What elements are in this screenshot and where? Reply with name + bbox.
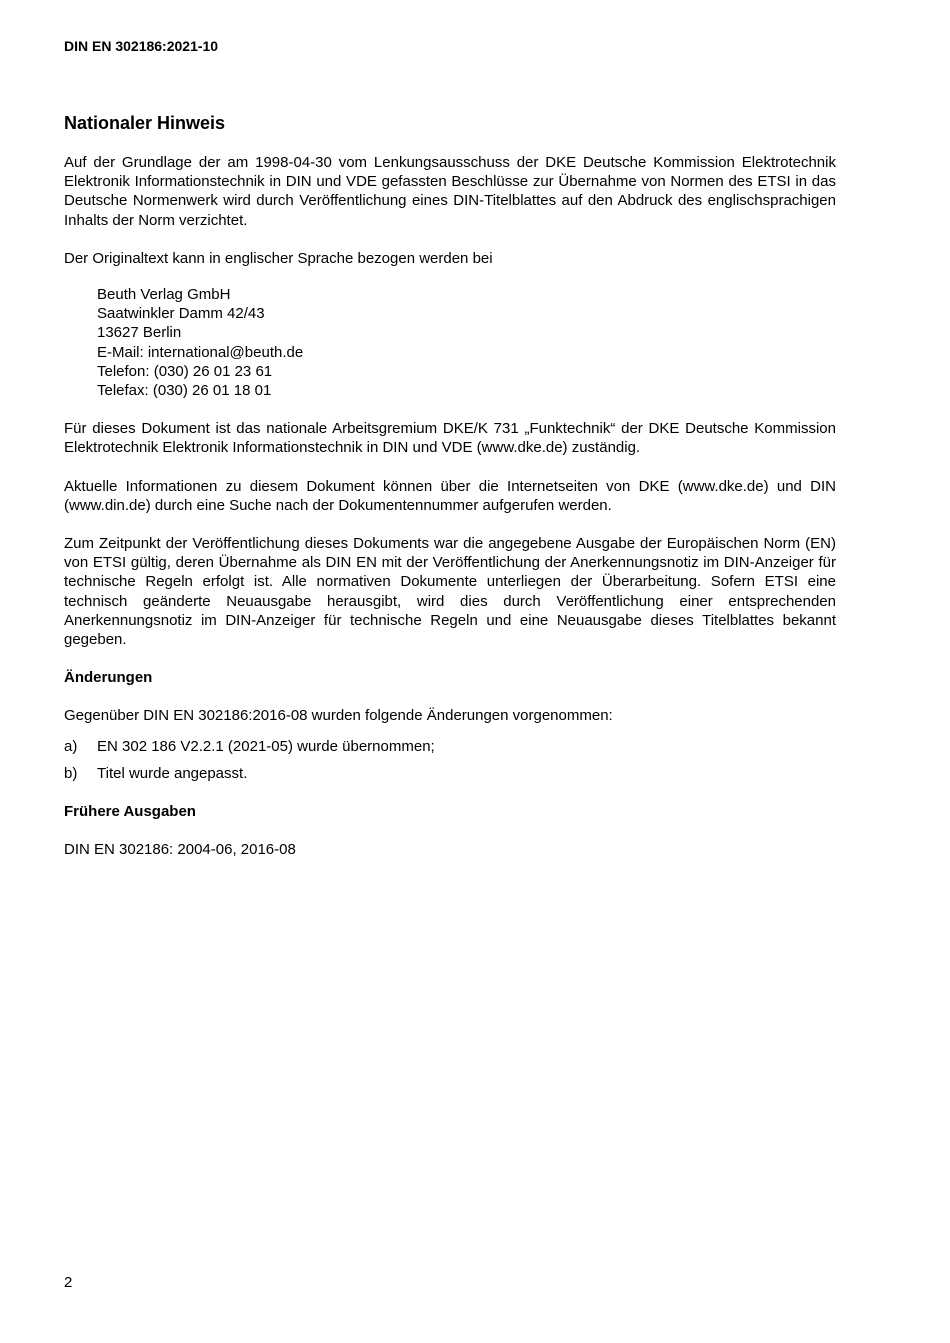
address-line-street: Saatwinkler Damm 42/43 [97, 305, 265, 323]
address-line-city: 13627 Berlin [97, 324, 182, 342]
section-title: Nationaler Hinweis [64, 113, 226, 133]
paragraph-adoption: Auf der Grundlage der am 1998-04-30 vom Lenkungsausschuss der DKE Deutsche Kommission Elektrotechnik Elektronik Informationstechnik in DIN und VDE gefassten Beschlüsse zur Übernahme von Normen des ETSI in das Deutsche Normenwerk wird durch Veröffentlichung eines DIN-Titelblattes auf den Abdruck des englischsprachigen Inhalts der Norm verzichtet. [64, 154, 836, 229]
document-content [64, 112, 836, 878]
address-line-fax: Telefax: (030) 26 01 18 01 [97, 382, 272, 400]
paragraph-committee: Für dieses Dokument ist das nationale Arbeitsgremium DKE/K 731 „Funktechnik“ der DKE Deutsche Kommission Elektrotechnik Elektronik Informationstechnik in DIN und VDE (www.dke.de) zuständig. [64, 420, 836, 457]
previous-editions-heading: Frühere Ausgaben [64, 803, 196, 821]
document-id-header: DIN EN 302186:2021-10 [64, 38, 219, 54]
changes-heading: Änderungen [64, 669, 153, 687]
previous-editions-text: DIN EN 302186: 2004-06, 2016-08 [64, 841, 296, 859]
list-item-text: Titel wurde angepasst. [97, 764, 248, 782]
paragraph-original-text: Der Originaltext kann in englischer Sprache bezogen werden bei [64, 249, 493, 267]
list-item [64, 764, 836, 783]
paragraph-validity: Zum Zeitpunkt der Veröffentlichung dieses Dokuments war die angegebene Ausgabe der Europäischen Norm (EN) von ETSI gültig, deren Übernahme als DIN EN mit der Veröffentlichung der Anerkennungsnotiz im DIN-Anzeiger für technische Regeln erfolgt ist. Alle normativen Dokumente unterliegen der Überarbeitung. Sofern ETSI eine technisch geänderte Neuausgabe herausgibt, wird dies durch Veröffentlichung einer entsprechenden Anerkennungsnotiz im DIN-Anzeiger für technische Regeln und eine Neuausgabe dieses Titelblattes bekannt gegeben. [64, 535, 836, 649]
list-marker: b) [64, 764, 78, 782]
paragraph-current-info: Aktuelle Informationen zu diesem Dokument können über die Internetseiten von DKE (www.dke.de) und DIN (www.din.de) durch eine Suche nach der Dokumentennummer aufgerufen werden. [64, 477, 836, 514]
list-marker: a) [64, 737, 78, 755]
list-item-text: EN 302 186 V2.2.1 (2021-05) wurde übernommen; [97, 737, 435, 755]
list-item [64, 737, 836, 756]
publisher-address [97, 285, 836, 400]
address-line-company: Beuth Verlag GmbH [97, 286, 231, 304]
address-line-phone: Telefon: (030) 26 01 23 61 [97, 362, 273, 380]
address-line-email: E-Mail: international@beuth.de [97, 343, 304, 361]
changes-intro: Gegenüber DIN EN 302186:2016-08 wurden folgende Änderungen vorgenommen: [64, 707, 613, 725]
changes-list [64, 737, 836, 783]
page-number: 2 [64, 1274, 73, 1291]
